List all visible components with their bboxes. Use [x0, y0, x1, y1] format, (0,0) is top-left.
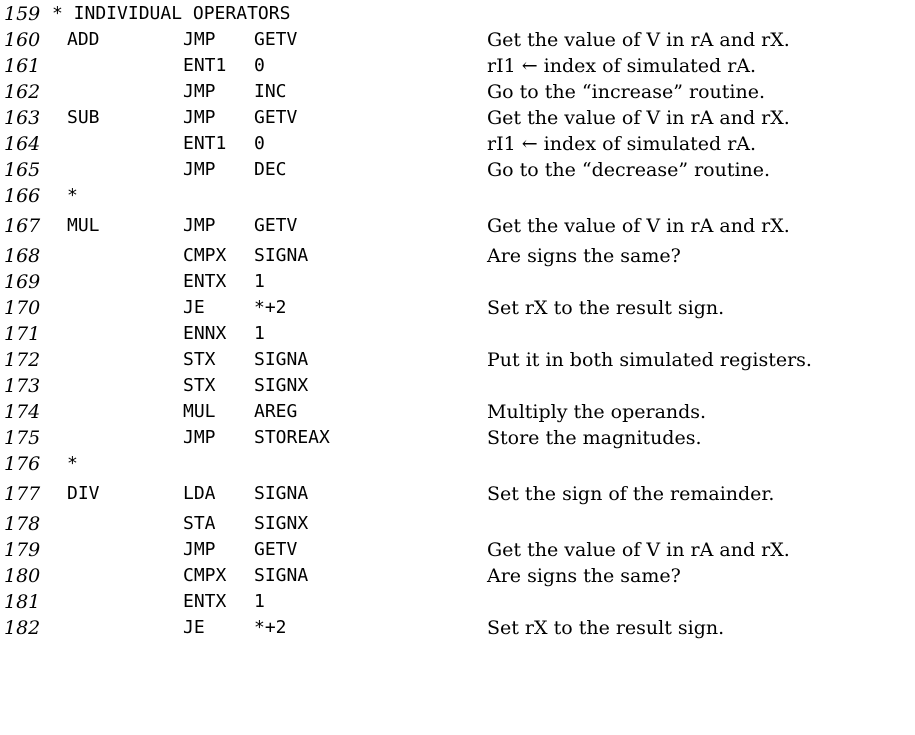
code-line — [0, 589, 915, 615]
operand-address: SIGNA — [254, 349, 309, 370]
code-line — [0, 243, 915, 269]
code-line — [0, 213, 915, 243]
code-line — [0, 27, 915, 53]
code-line — [0, 425, 915, 451]
line-comment: Store the magnitudes. — [487, 427, 702, 449]
line-number: 162 — [4, 81, 41, 103]
operand-address: SIGNX — [254, 375, 309, 396]
opcode: JMP — [183, 81, 216, 102]
line-number: 166 — [4, 185, 41, 207]
opcode: CMPX — [183, 245, 227, 266]
code-line — [0, 537, 915, 563]
opcode: ENT1 — [183, 55, 227, 76]
line-number: 181 — [4, 591, 41, 613]
opcode: JMP — [183, 539, 216, 560]
line-comment: Go to the “increase” routine. — [487, 81, 765, 103]
code-line — [0, 79, 915, 105]
section-header: * INDIVIDUAL OPERATORS — [52, 3, 291, 24]
code-label: * — [67, 453, 78, 474]
opcode: STX — [183, 375, 216, 396]
code-line — [0, 295, 915, 321]
line-comment: Get the value of V in rA and rX. — [487, 215, 790, 237]
code-line — [0, 563, 915, 589]
code-label: MUL — [67, 215, 100, 236]
opcode: MUL — [183, 401, 216, 422]
line-comment: Go to the “decrease” routine. — [487, 159, 771, 181]
operand-address: STOREAX — [254, 427, 330, 448]
code-line — [0, 269, 915, 295]
line-number: 175 — [4, 427, 41, 449]
operand-address: SIGNX — [254, 513, 309, 534]
opcode: JMP — [183, 427, 216, 448]
line-number: 182 — [4, 617, 41, 639]
operand-address: SIGNA — [254, 565, 309, 586]
line-comment: Set rX to the result sign. — [487, 617, 725, 639]
line-number: 160 — [4, 29, 41, 51]
operand-address: GETV — [254, 29, 298, 50]
operand-address: DEC — [254, 159, 287, 180]
code-line — [0, 131, 915, 157]
code-label: ADD — [67, 29, 100, 50]
line-number: 174 — [4, 401, 41, 423]
listing-rows — [0, 27, 915, 641]
line-number: 179 — [4, 539, 41, 561]
operand-address: GETV — [254, 215, 298, 236]
opcode: ENNX — [183, 323, 227, 344]
line-number: 165 — [4, 159, 41, 181]
line-comment: Set rX to the result sign. — [487, 297, 725, 319]
opcode: JMP — [183, 215, 216, 236]
line-number: 167 — [4, 215, 41, 237]
line-number: 159 — [4, 3, 41, 25]
opcode: JE — [183, 297, 205, 318]
line-comment: Multiply the operands. — [487, 401, 707, 423]
operand-address: *+2 — [254, 297, 287, 318]
operand-address: AREG — [254, 401, 298, 422]
operand-address: SIGNA — [254, 245, 309, 266]
line-comment: Are signs the same? — [487, 245, 681, 267]
operand-address: *+2 — [254, 617, 287, 638]
line-number: 163 — [4, 107, 41, 129]
line-comment: Get the value of V in rA and rX. — [487, 539, 790, 561]
code-line — [0, 615, 915, 641]
code-line — [0, 105, 915, 131]
operand-address: 1 — [254, 271, 265, 292]
line-number: 176 — [4, 453, 41, 475]
line-number: 169 — [4, 271, 41, 293]
code-line — [0, 373, 915, 399]
line-number: 177 — [4, 483, 41, 505]
line-comment: Are signs the same? — [487, 565, 681, 587]
line-number: 164 — [4, 133, 41, 155]
line-comment: Get the value of V in rA and rX. — [487, 29, 790, 51]
code-line — [0, 321, 915, 347]
code-line — [0, 451, 915, 481]
opcode: ENTX — [183, 271, 227, 292]
code-line — [0, 511, 915, 537]
line-number: 171 — [4, 323, 41, 345]
operand-address: 1 — [254, 323, 265, 344]
listing-header — [0, 1, 915, 27]
opcode: ENTX — [183, 591, 227, 612]
line-number: 161 — [4, 55, 41, 77]
operand-address: INC — [254, 81, 287, 102]
code-line — [0, 157, 915, 183]
opcode: JE — [183, 617, 205, 638]
opcode: LDA — [183, 483, 216, 504]
operand-address: SIGNA — [254, 483, 309, 504]
code-line — [0, 347, 915, 373]
code-label: DIV — [67, 483, 100, 504]
line-number: 172 — [4, 349, 41, 371]
code-label: * — [67, 185, 78, 206]
line-comment: rI1 ← index of simulated rA. — [487, 133, 757, 155]
operand-address: GETV — [254, 539, 298, 560]
code-line — [0, 481, 915, 511]
code-line — [0, 53, 915, 79]
line-comment: rI1 ← index of simulated rA. — [487, 55, 757, 77]
code-label: SUB — [67, 107, 100, 128]
opcode: ENT1 — [183, 133, 227, 154]
line-number: 168 — [4, 245, 41, 267]
code-line — [0, 183, 915, 213]
opcode: STX — [183, 349, 216, 370]
operand-address: 0 — [254, 133, 265, 154]
opcode: JMP — [183, 29, 216, 50]
operand-address: 0 — [254, 55, 265, 76]
operand-address: 1 — [254, 591, 265, 612]
opcode: STA — [183, 513, 216, 534]
opcode: JMP — [183, 159, 216, 180]
opcode: JMP — [183, 107, 216, 128]
line-number: 178 — [4, 513, 41, 535]
operand-address: GETV — [254, 107, 298, 128]
line-number: 170 — [4, 297, 41, 319]
line-comment: Set the sign of the remainder. — [487, 483, 775, 505]
line-comment: Get the value of V in rA and rX. — [487, 107, 790, 129]
line-number: 173 — [4, 375, 41, 397]
line-comment: Put it in both simulated registers. — [487, 349, 812, 371]
line-number: 180 — [4, 565, 41, 587]
code-line — [0, 399, 915, 425]
opcode: CMPX — [183, 565, 227, 586]
